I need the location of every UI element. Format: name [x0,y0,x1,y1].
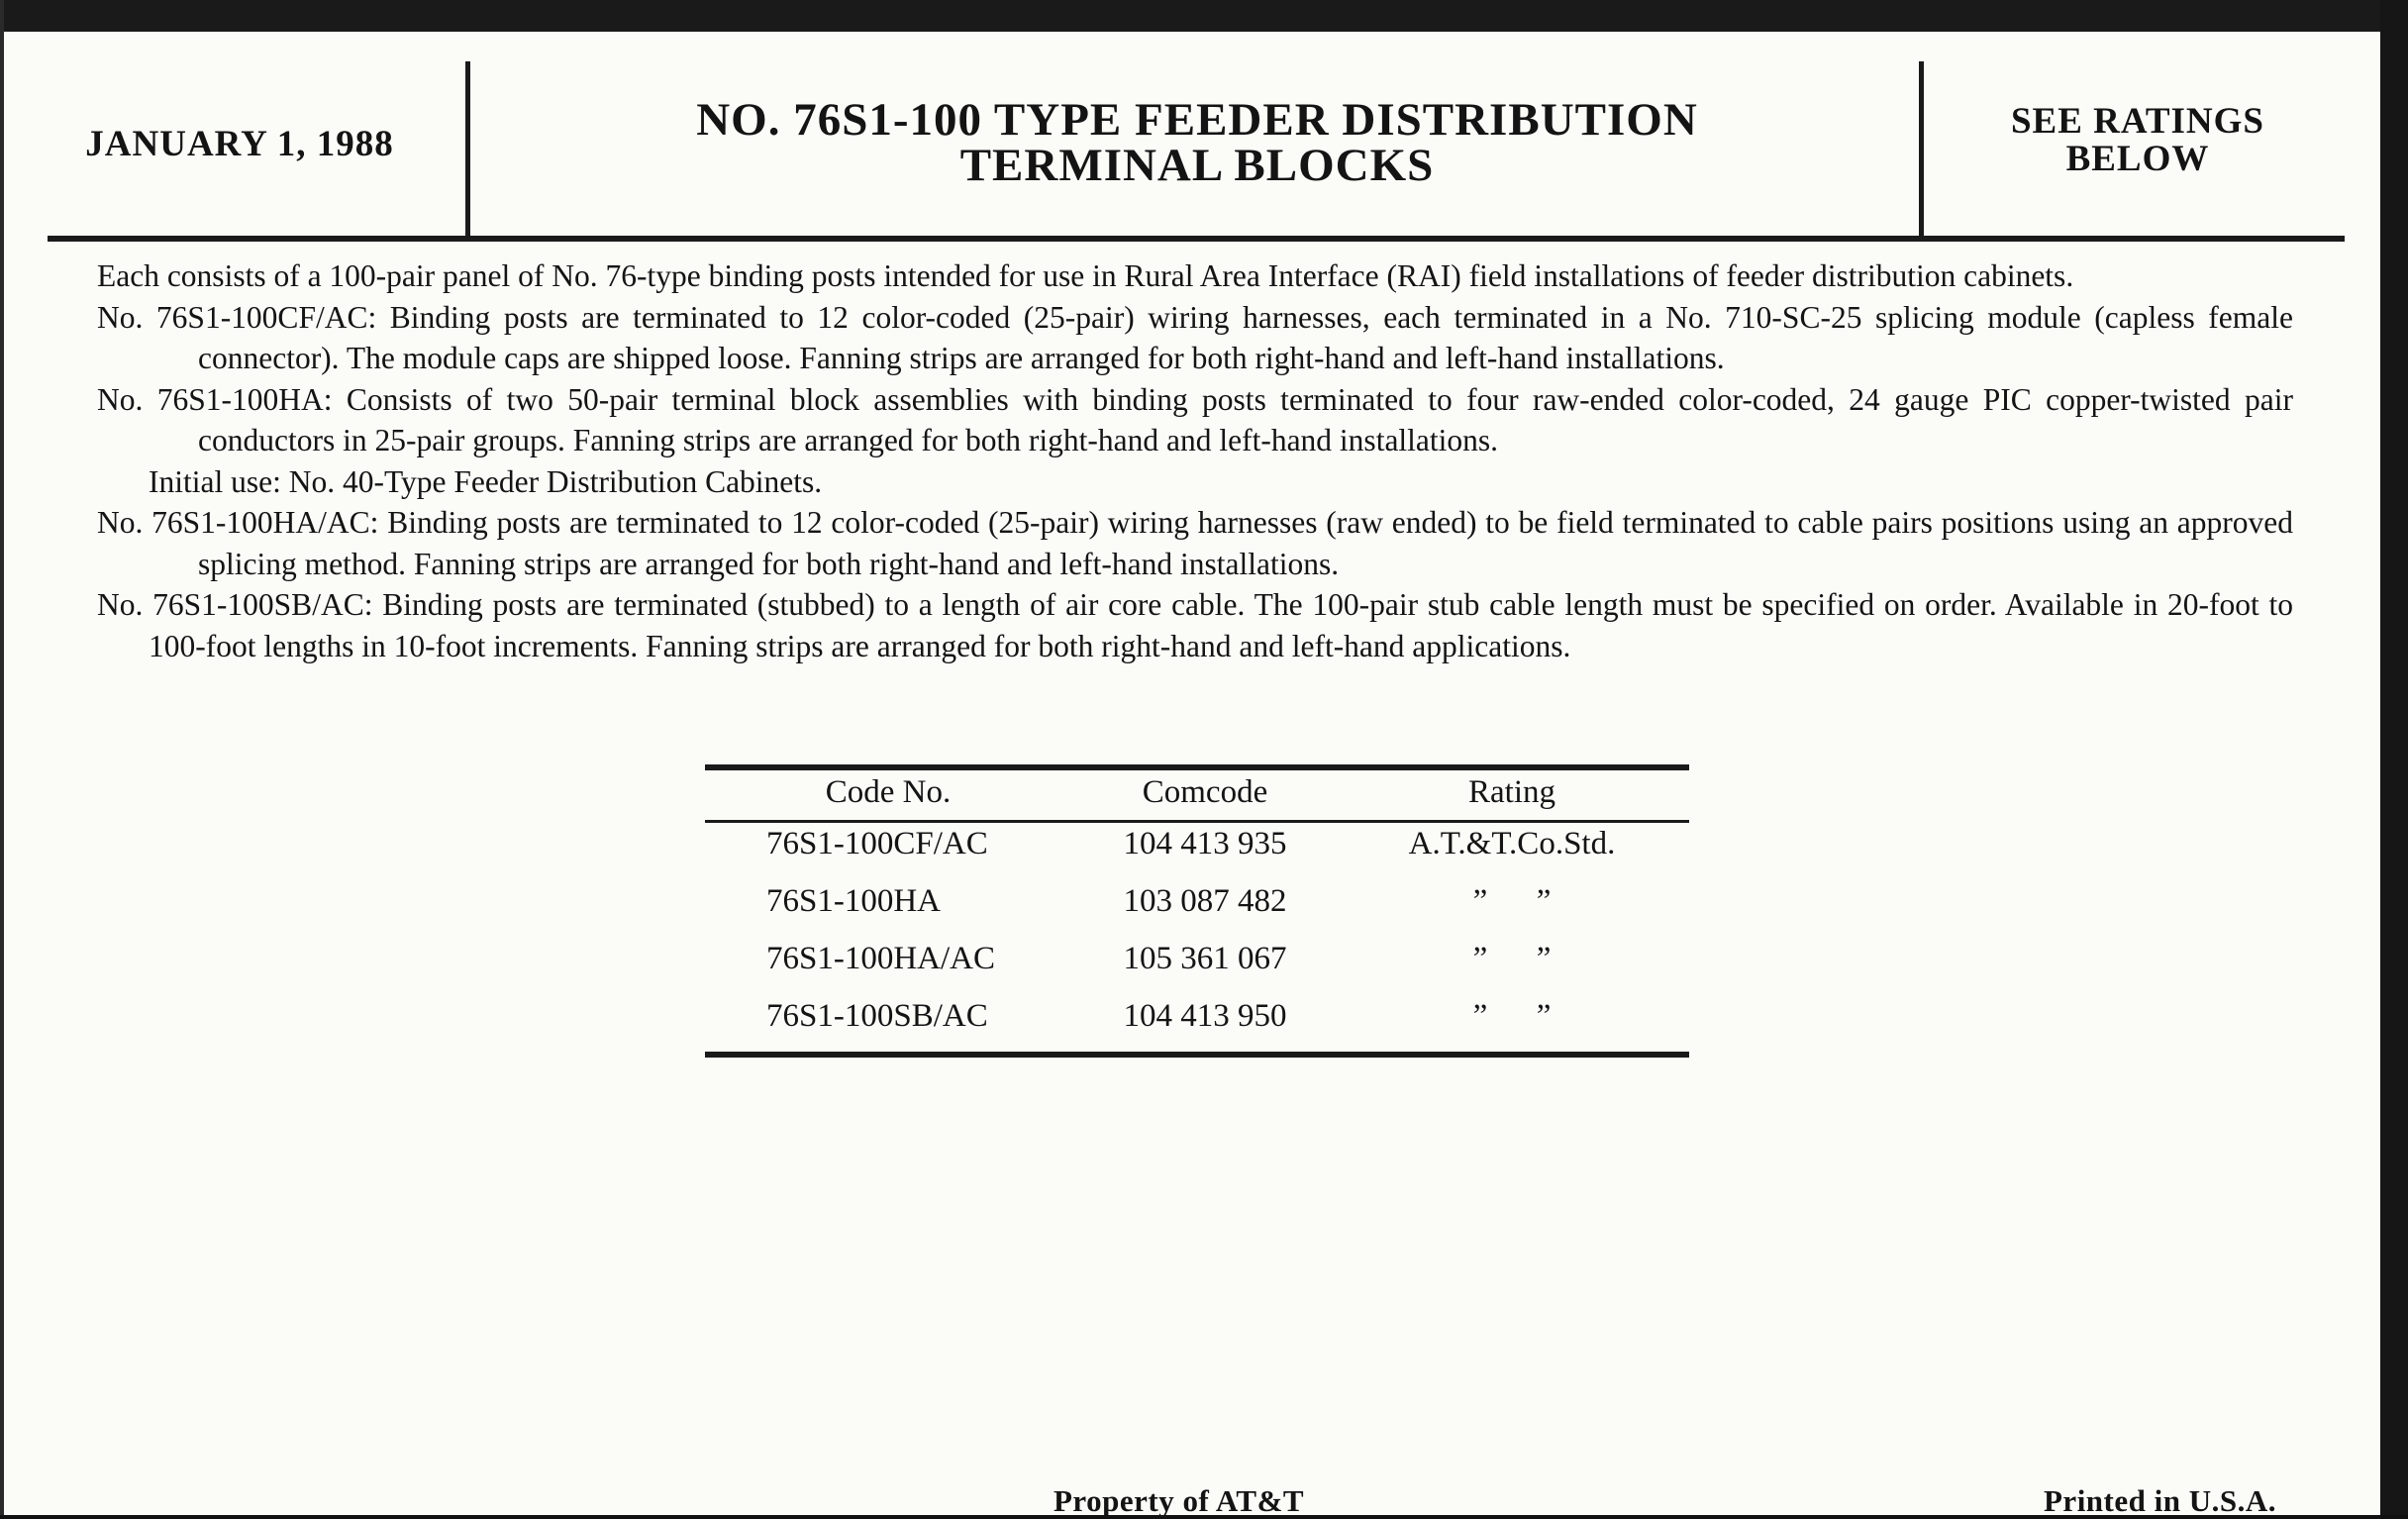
header-divider-right [1919,61,1924,242]
table-header-comcode: Comcode [1142,774,1268,810]
header-rating [1925,103,2351,178]
table-header-rating: Rating [1468,774,1555,810]
scan-border-top [0,0,2408,32]
table-cell-comcode: 104 413 950 [1123,998,1287,1034]
description-body [97,255,2293,666]
paragraph-ha-initial-use: Initial use: No. 40-Type Feeder Distribution Cabinets. [149,463,823,499]
paragraph-sb-ac: No. 76S1-100SB/AC: Binding posts are terminated (stubbed) to a length of air core cable. The 100-pair stub cable length must be specified on order. Available in 20-foot to 100-foot lengths in 10-foot increments. Fanning strips are arranged for both right-hand and left-hand applications. [97,587,2293,663]
header-title-line1: NO. 76S1-100 TYPE FEEDER DISTRIBUTION [696,94,1698,146]
table-cell-code: 76S1-100HA [766,883,942,919]
table-cell-rating: ” ” [1472,941,1552,976]
paragraph-ha-ac: No. 76S1-100HA/AC: Binding posts are terminated to 12 color-coded (25-pair) wiring harnesses (raw ended) to be field terminated to cable pairs positions using an approved splicing method. Fanning strips are arranged for both right-hand and left-hand installations. [97,505,2293,581]
table-cell-rating: ” ” [1472,998,1552,1034]
paragraph-intro: Each consists of a 100-pair panel of No. 76-type binding posts intended for use in Rural Area Interface (RAI) field installations of feeder distribution cabinets. [97,258,2074,293]
table-header-code: Code No. [825,774,952,810]
document-page [4,32,2380,1518]
header-rule [48,236,2345,242]
table-cell-code: 76S1-100CF/AC [766,826,988,861]
table-cell-rating: ” ” [1472,883,1552,919]
table-rule-header [705,820,1689,823]
table-cell-comcode: 105 361 067 [1123,941,1287,976]
table-cell-code: 76S1-100HA/AC [766,941,996,976]
paragraph-ha: No. 76S1-100HA: Consists of two 50-pair terminal block assemblies with binding posts terminated to four raw-ended color-coded, 24 gauge PIC copper-twisted pair conductors in 25-pair groups. Fanning strips are arranged for both right-hand and left-hand installations. [97,381,2293,457]
footer-property: Property of AT&T [1054,1483,1305,1518]
table-cell-rating: A.T.&T.Co.Std. [1408,826,1616,861]
table-rule-top [705,764,1689,770]
header-title-line2: TERMINAL BLOCKS [959,140,1435,191]
scan-border-right [2380,0,2408,1515]
table-cell-comcode: 104 413 935 [1123,826,1287,861]
header-date: JANUARY 1, 1988 [85,124,394,164]
table-cell-code: 76S1-100SB/AC [766,998,988,1034]
table-cell-comcode: 103 087 482 [1123,883,1287,919]
header-rating-line2: BELOW [2065,139,2210,179]
paragraph-cf-ac: No. 76S1-100CF/AC: Binding posts are terminated to 12 color-coded (25-pair) wiring harnesses, each terminated in a No. 710-SC-25 splicing module (capless female connector). The module caps are shipped loose. Fanning strips are arranged for both right-hand and left-hand installations. [97,299,2293,375]
table-rule-bottom [705,1052,1689,1058]
header-rating-line1: SEE RATINGS [2010,101,2265,142]
header-title [469,94,1925,191]
footer-printed: Printed in U.S.A. [2044,1483,2276,1518]
